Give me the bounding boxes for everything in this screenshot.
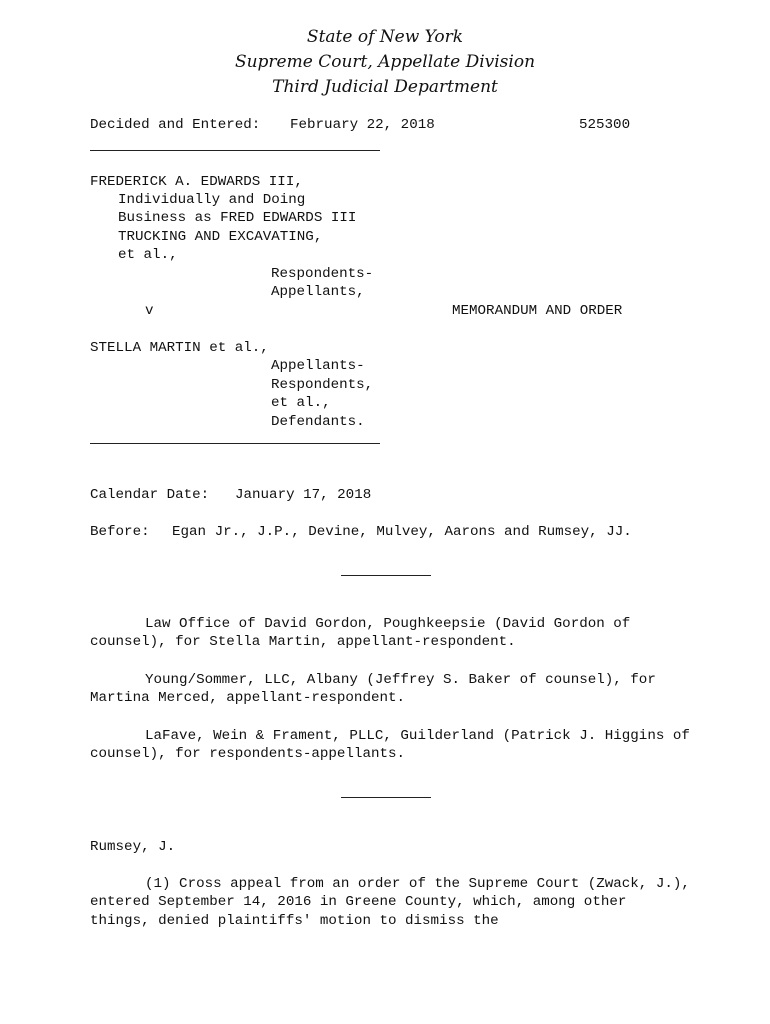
docket-number: 525300 xyxy=(579,117,631,133)
opinion-text: (1) Cross appeal from an order of the Supreme Court (Zwack, J.), entered September 14, 2016 in Greene County, which, among other things, denied plaintiffs' motion to dismiss the xyxy=(90,876,690,929)
versus-marker: v xyxy=(145,303,154,319)
caption-bottom-rule xyxy=(90,443,380,444)
counsel-paragraph xyxy=(90,727,690,764)
section-divider xyxy=(341,797,431,798)
calendar-label: Calendar Date: xyxy=(90,487,210,503)
decided-label: Decided and Entered: xyxy=(90,117,261,133)
appellant-role-line: et al., xyxy=(271,395,331,411)
before-judges: Egan Jr., J.P., Devine, Mulvey, Aarons and Rumsey, JJ. xyxy=(172,524,632,540)
court-department: Third Judicial Department xyxy=(272,77,498,97)
respondent-party-line: Individually and Doing xyxy=(118,192,306,208)
opinion-author: Rumsey, J. xyxy=(90,839,176,855)
court-name: Supreme Court, Appellate Division xyxy=(234,52,536,72)
respondent-party-line: FREDERICK A. EDWARDS III, xyxy=(90,174,303,190)
appellant-role-line: Defendants. xyxy=(271,414,365,430)
section-divider xyxy=(341,575,431,576)
order-type: MEMORANDUM AND ORDER xyxy=(452,303,623,319)
respondent-role-line: Appellants, xyxy=(271,284,365,300)
decided-date: February 22, 2018 xyxy=(290,117,435,133)
respondent-party-line: et al., xyxy=(118,247,178,263)
counsel-paragraph xyxy=(90,615,690,652)
respondent-role-line: Respondents- xyxy=(271,266,374,282)
counsel-text: Young/Sommer, LLC, Albany (Jeffrey S. Baker of counsel), for Martina Merced, appellant-respondent. xyxy=(90,672,656,707)
appellant-role-line: Respondents, xyxy=(271,377,374,393)
counsel-paragraph xyxy=(90,671,690,708)
before-label: Before: xyxy=(90,524,150,540)
opinion-paragraph xyxy=(90,875,690,930)
calendar-date: January 17, 2018 xyxy=(235,487,372,503)
appellant-role-line: Appellants- xyxy=(271,358,365,374)
caption-top-rule xyxy=(90,150,380,151)
counsel-text: LaFave, Wein & Frament, PLLC, Guilderland (Patrick J. Higgins of counsel), for respondents-appellants. xyxy=(90,728,690,763)
respondent-party-line: Business as FRED EDWARDS III xyxy=(118,210,357,226)
counsel-text: Law Office of David Gordon, Poughkeepsie (David Gordon of counsel), for Stella Martin, appellant-respondent. xyxy=(90,616,631,651)
court-state: State of New York xyxy=(306,27,464,47)
appellant-party: STELLA MARTIN et al., xyxy=(90,340,269,356)
respondent-party-line: TRUCKING AND EXCAVATING, xyxy=(118,229,323,245)
